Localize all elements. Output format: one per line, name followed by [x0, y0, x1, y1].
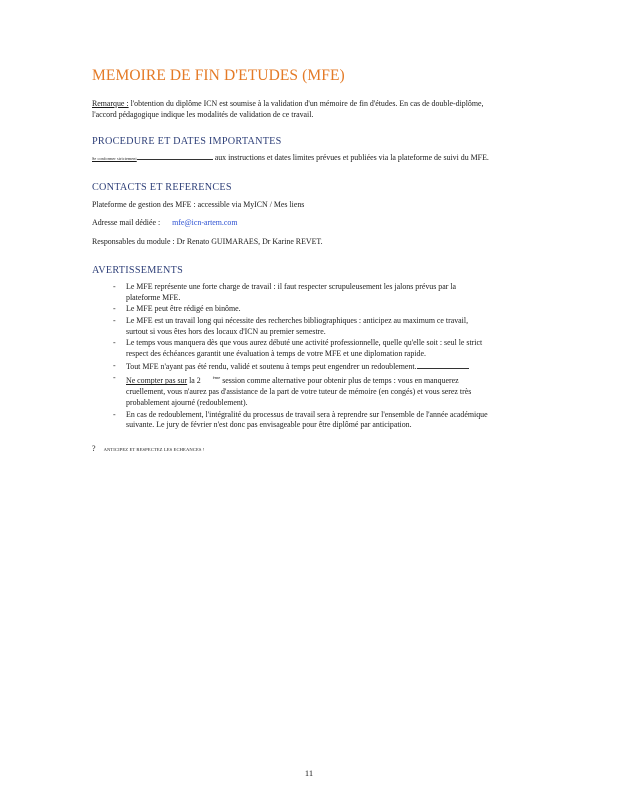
- warnings-heading: AVERTISSEMENTS: [92, 265, 184, 276]
- list-item: - Le MFE peut être rédigé en binôme.: [113, 304, 241, 314]
- procedure-fine-text: Se conformer strictement: [92, 156, 137, 161]
- procedure-paragraph: [92, 152, 512, 164]
- procedure-underline-blank: [137, 152, 213, 160]
- footer-note: [92, 438, 204, 456]
- page-title: MEMOIRE DE FIN D'ETUDES (MFE): [92, 67, 345, 84]
- list-item: - Tout MFE n'ayant pas été rendu, validé et soutenu à temps peut engendrer un redoublement.: [92, 361, 488, 373]
- footer-note-mark: ?: [92, 444, 96, 453]
- procedure-heading: PROCEDURE ET DATES IMPORTANTES: [92, 136, 282, 147]
- warnings-list: [92, 282, 488, 432]
- list-item: - Le temps vous manquera dès que vous aurez débuté une activité professionnelle, quelle qu'elle soit : seul le strict respect des échéances garantit une évaluation à temps de votre MFE et une diplomation rapide.: [113, 338, 483, 359]
- remarque-text: l'obtention du diplôme ICN est soumise à la validation d'un mémoire de fin d'études. En cas de double-diplôme, l'accord pédagogique indique les modalités de validation de ce travail.: [92, 99, 484, 119]
- page-number: 11: [304, 768, 314, 778]
- remarque-label: Remarque :: [92, 99, 129, 108]
- procedure-text: aux instructions et dates limites prévues et publiées via la plateforme de suivi du MFE.: [214, 153, 489, 162]
- contacts-responsables: Responsables du module : Dr Renato GUIMARAES, Dr Karine REVET.: [92, 237, 323, 246]
- contacts-platform: Plateforme de gestion des MFE : accessible via MyICN / Mes liens: [92, 200, 305, 209]
- footer-note-text: ANTICIPEZ ET RESPECTEZ LES ECHEANCES !: [103, 447, 205, 452]
- warning-underline-blank: [417, 361, 469, 369]
- list-item: - Le MFE représente une forte charge de travail : il faut respecter scrupuleusement les jalons prévus par la plateforme MFE.: [113, 282, 457, 302]
- contacts-heading: CONTACTS ET REFERENCES: [92, 182, 232, 193]
- contacts-email-line: [92, 217, 237, 228]
- remarque-paragraph: [92, 98, 486, 120]
- list-item: - Le MFE est un travail long qui nécessite des recherches bibliographiques : anticipez au maximum ce travail, surtout si vous êtes hors des locaux d'ICN au premier semestre.: [113, 315, 469, 336]
- email-label: Adresse mail dédiée :: [92, 218, 161, 227]
- list-item: - En cas de redoublement, l'intégralité du processus de travail sera à reprendre sur l'ensemble de l'année académique suivante. Le jury de février n'est donc pas envisageable pour être diplômé par anticipation.: [113, 409, 488, 430]
- email-link[interactable]: mfe@icn-artem.com: [172, 218, 238, 227]
- list-item: - Ne compter pas sur la 2 $^{ème}$ session comme alternative pour obtenir plus de temps : vous en manquerez cruellement, vous n'aurez pas d'assistance de la part de votre tuteur de mémoire (en congés) et vous serez très probablement ajourné (redoublement).: [113, 373, 472, 407]
